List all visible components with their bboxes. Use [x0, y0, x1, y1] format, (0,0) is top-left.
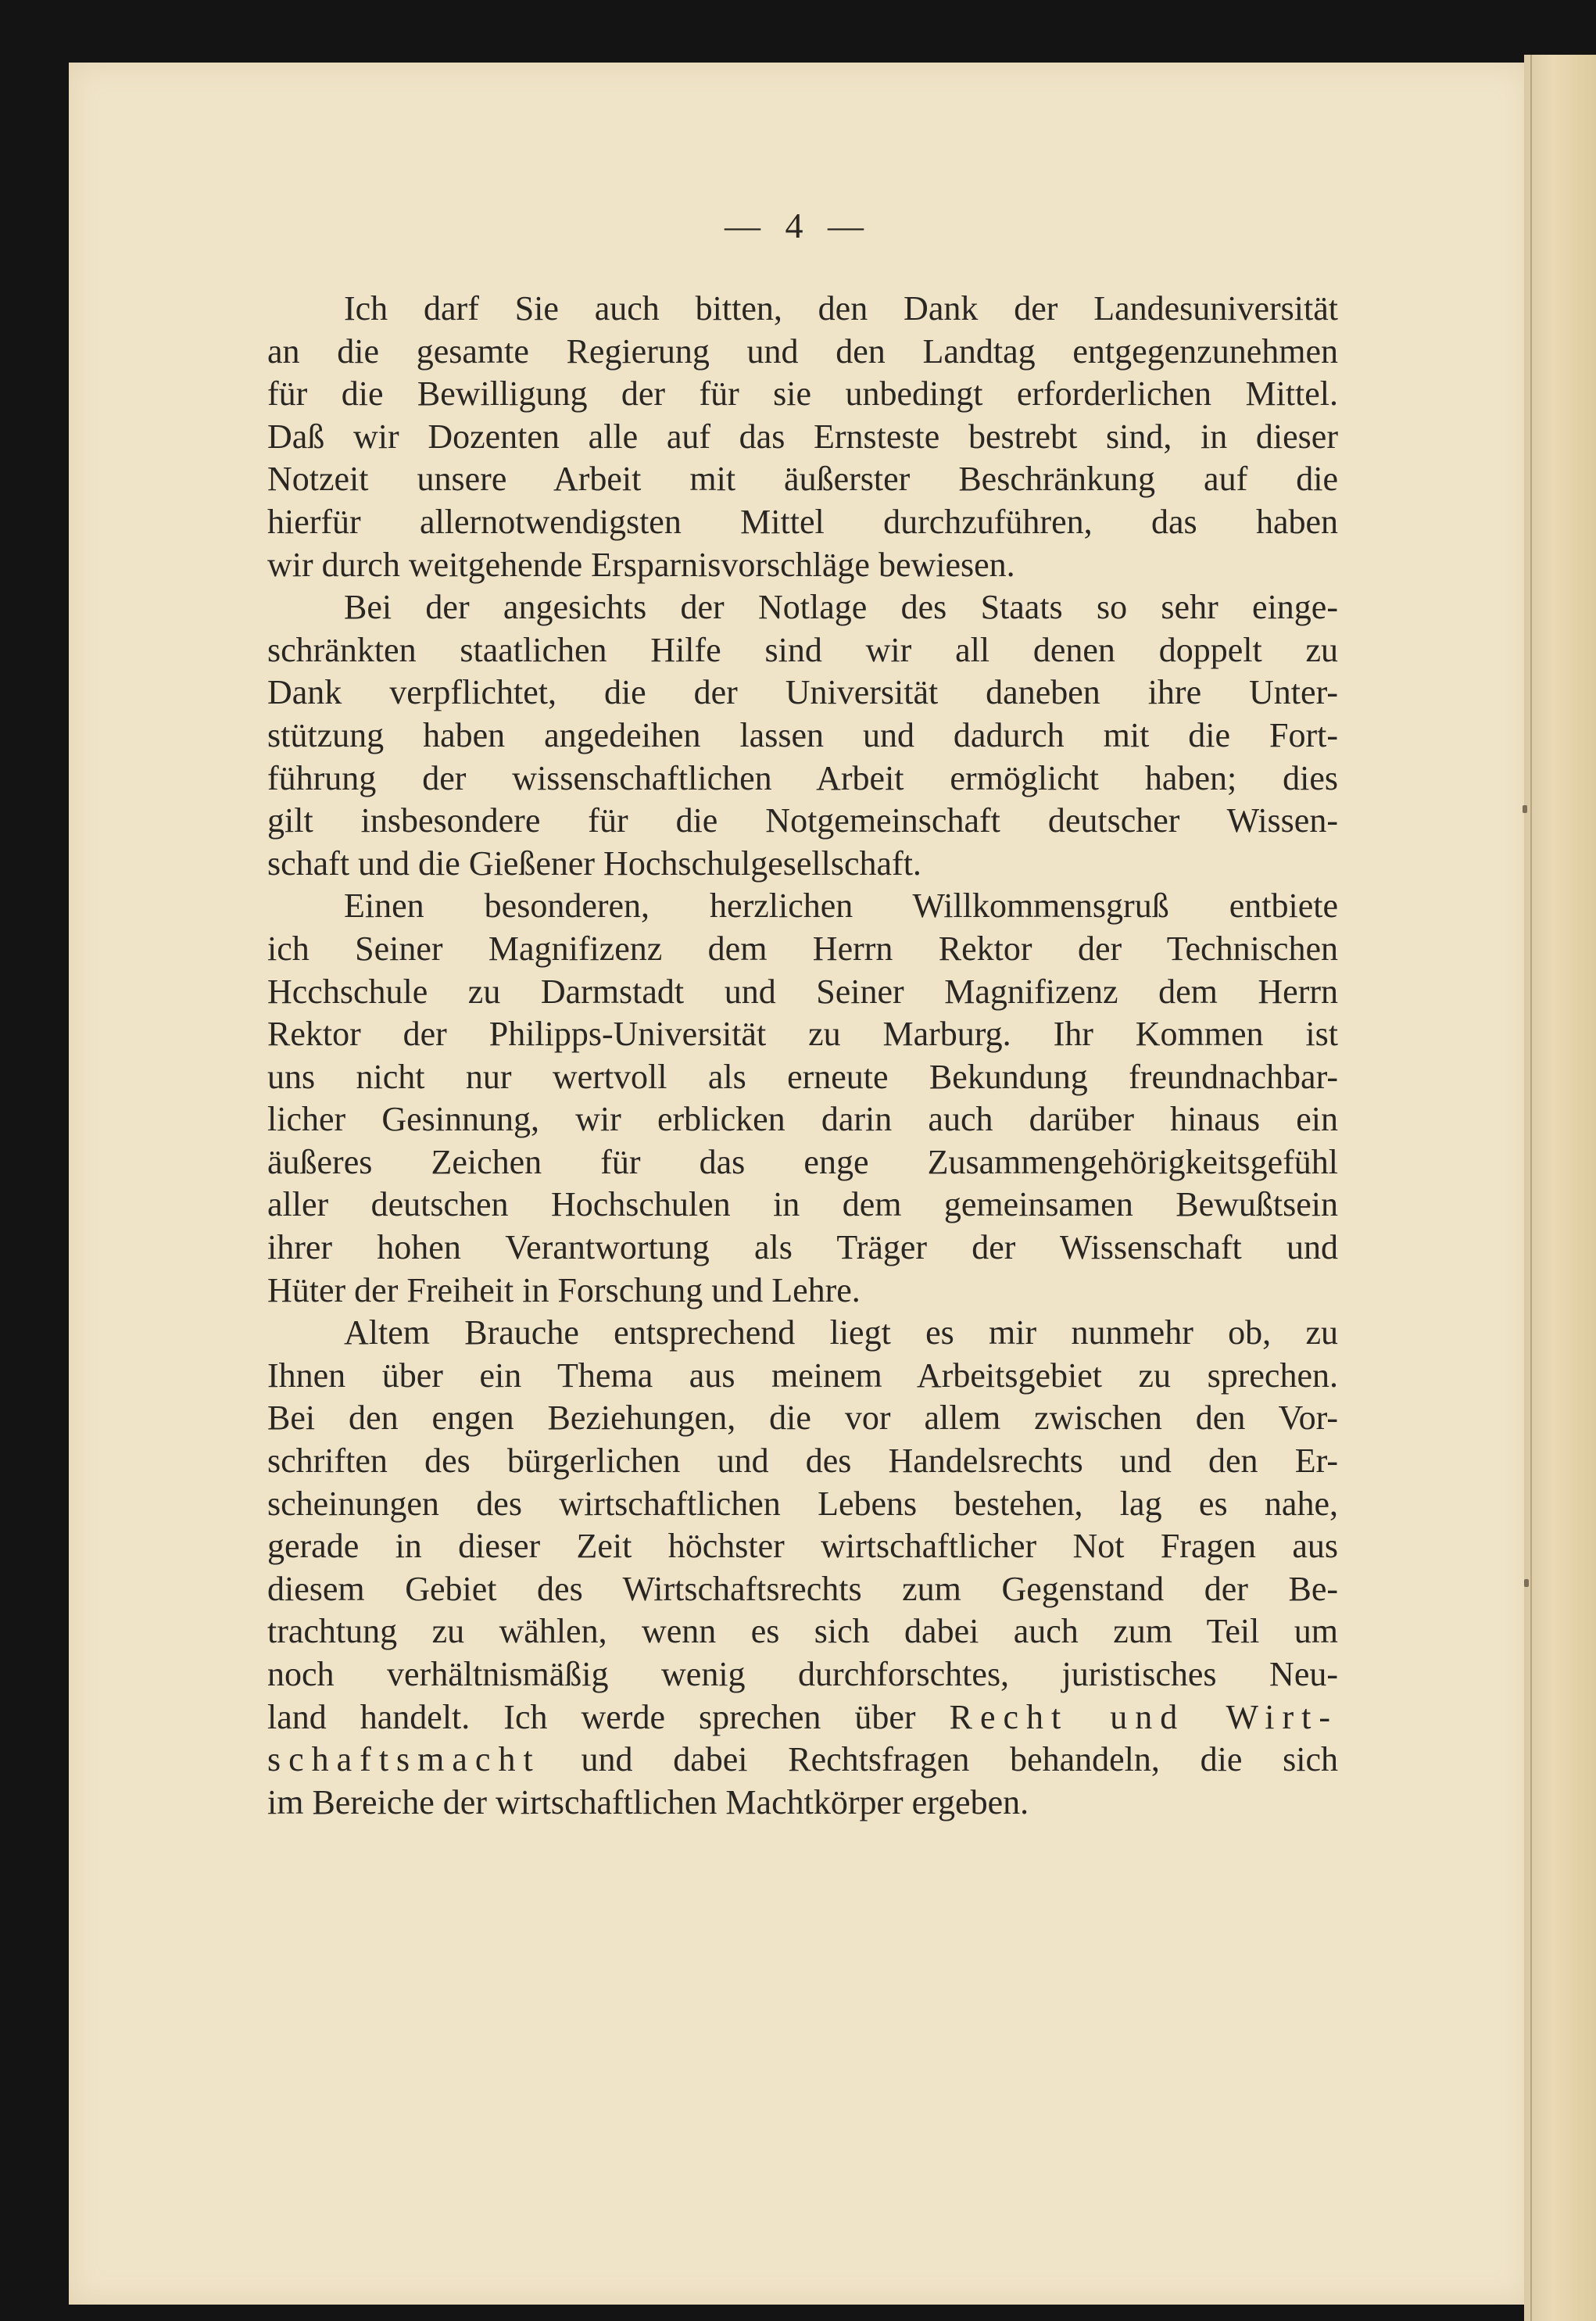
text-line: Bei den engen Beziehungen, die vor allem zwischen den Vor-	[267, 1399, 1338, 1438]
margin-speck	[1523, 805, 1527, 813]
text-line: gilt insbesondere für die Notgemeinschaft deutscher Wissen-	[267, 801, 1338, 840]
text-line: schriften des bürgerlichen und des Handelsrechts und den Er-	[267, 1442, 1338, 1481]
text-line	[267, 1739, 1338, 1782]
text-line: äußeres Zeichen für das enge Zusammengehörigkeitsgefühl	[267, 1142, 1338, 1181]
text-line: uns nicht nur wertvoll als erneute Bekundung freundnachbar-	[267, 1057, 1338, 1096]
text-line: hierfür allernotwendigsten Mittel durchzuführen, das haben	[267, 502, 1338, 541]
text-line: ich Seiner Magnifizenz dem Herrn Rektor der Technischen	[267, 929, 1338, 968]
text-line: Rektor der Philipps-Universität zu Marburg. Ihr Kommen ist	[267, 1015, 1338, 1054]
text-line: gerade in dieser Zeit höchster wirtschaftlicher Not Fragen aus	[267, 1527, 1338, 1566]
text-line: Ich darf Sie auch bitten, den Dank der Landesuniversität	[344, 289, 1338, 328]
text-line: für die Bewilligung der für sie unbedingt erforderlichen Mittel.	[267, 374, 1338, 414]
text-line: stützung haben angedeihen lassen und dadurch mit die Fort-	[267, 715, 1338, 754]
text-line: noch verhältnismäßig wenig durchforschtes, juristisches Neu-	[267, 1655, 1338, 1693]
text-line: an die gesamte Regierung und den Landtag entgegenzunehmen	[267, 331, 1338, 371]
page-number: — 4 —	[725, 206, 871, 245]
text-line: Hcchschule zu Darmstadt und Seiner Magnifizenz dem Herrn	[267, 972, 1338, 1011]
paragraph-4	[267, 1312, 1338, 1824]
paragraph-3	[267, 885, 1338, 1312]
text-line: Ihnen über ein Thema aus meinem Arbeitsgebiet zu sprechen.	[267, 1356, 1338, 1395]
text-line: Daß wir Dozenten alle auf das Ernsteste bestrebt sind, in dieser	[267, 417, 1338, 456]
emphasized-title-part-1: Recht und Wirt-	[949, 1697, 1339, 1736]
text-line-end: und dabei Rechtsfragen behandeln, die sich	[581, 1740, 1339, 1779]
text-line: diesem Gebiet des Wirtschaftsrechts zum Gegenstand der Be-	[267, 1569, 1338, 1608]
text-line: schränkten staatlichen Hilfe sind wir all denen doppelt zu	[267, 630, 1338, 669]
text-line	[267, 1696, 1338, 1739]
adjacent-page-edge	[1524, 55, 1596, 2321]
text-line: licher Gesinnung, wir erblicken darin auch darüber hinaus ein	[267, 1100, 1338, 1139]
text-line: Dank verpflichtet, die der Universität daneben ihre Unter-	[267, 673, 1338, 712]
paragraph-1	[267, 288, 1338, 586]
emphasized-title-part-2: schaftsmacht	[267, 1740, 541, 1779]
text-line: aller deutschen Hochschulen in dem gemeinsamen Bewußtsein	[267, 1185, 1338, 1224]
text-line: schaft und die Gießener Hochschulgesellschaft.	[267, 844, 921, 883]
text-line: scheinungen des wirtschaftlichen Lebens bestehen, lag es nahe,	[267, 1484, 1338, 1523]
text-line: Hüter der Freiheit in Forschung und Lehre.	[267, 1270, 861, 1309]
text-line: Altem Brauche entsprechend liegt es mir nunmehr ob, zu	[344, 1313, 1338, 1352]
text-line: im Bereiche der wirtschaftlichen Machtkörper ergeben.	[267, 1782, 1029, 1821]
text-line: Bei der angesichts der Notlage des Staats so sehr einge-	[344, 588, 1338, 627]
text-line: ihrer hohen Verantwortung als Träger der Wissenschaft und	[267, 1228, 1338, 1267]
paragraph-2	[267, 586, 1338, 885]
body-text	[267, 288, 1338, 1824]
text-line: Einen besonderen, herzlichen Willkommensgruß entbiete	[344, 886, 1338, 926]
text-line-start: land handelt. Ich werde sprechen über	[267, 1697, 916, 1736]
text-line: trachtung zu wählen, wenn es sich dabei auch zum Teil um	[267, 1612, 1338, 1651]
margin-speck	[1524, 1579, 1529, 1587]
text-line: wir durch weitgehende Ersparnisvorschläge bewiesen.	[267, 545, 1015, 584]
text-line: führung der wissenschaftlichen Arbeit ermöglicht haben; dies	[267, 758, 1338, 797]
text-line: Notzeit unsere Arbeit mit äußerster Beschränkung auf die	[267, 460, 1338, 499]
